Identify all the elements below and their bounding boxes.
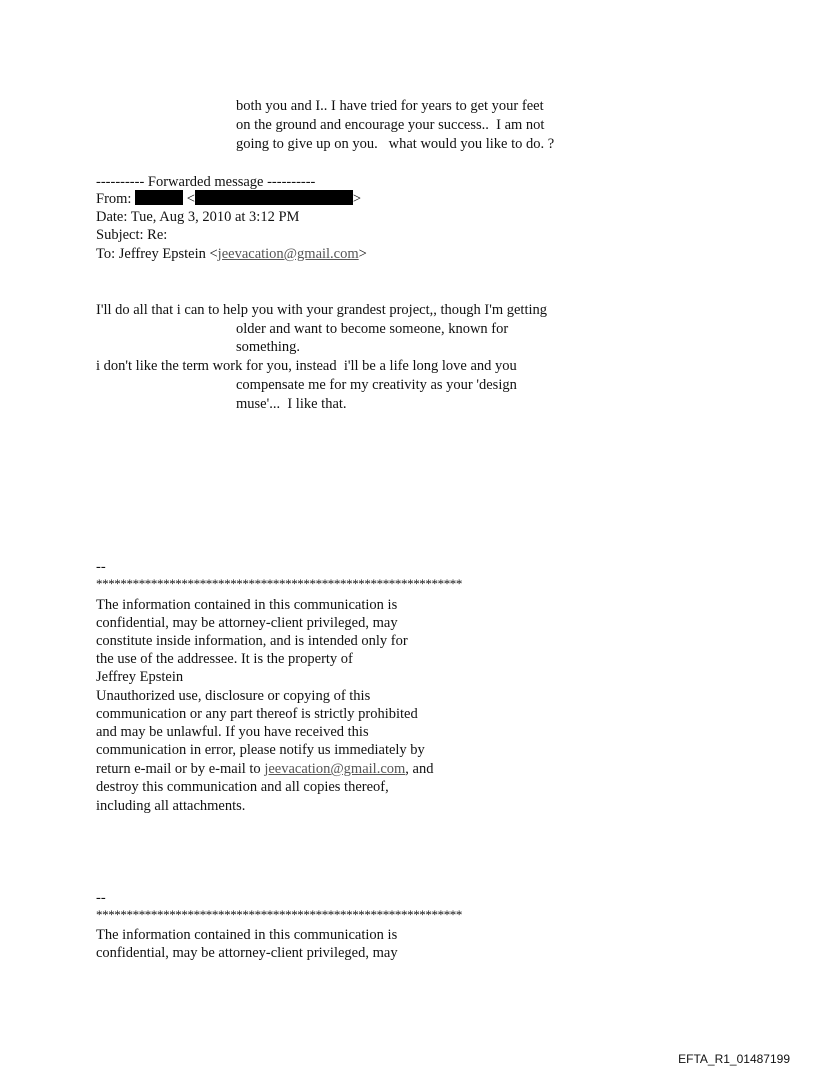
from-lt: < (186, 191, 195, 207)
return-prefix: return e-mail or by e-mail to (96, 761, 265, 777)
body-line: muse'... I like that. (236, 396, 347, 412)
disclaimer-line: communication or any part thereof is strictly prohibited (96, 706, 418, 722)
to-line (96, 245, 367, 263)
disclaimer-line: confidential, may be attorney-client privileged, may (96, 615, 398, 631)
to-prefix: To: Jeffrey Epstein < (96, 246, 218, 262)
disclaimer-line: constitute inside information, and is intended only for (96, 633, 408, 649)
subject-line: Subject: Re: (96, 227, 168, 243)
quoted-line-1: both you and I.. I have tried for years to get your feet (236, 98, 544, 114)
forward-separator: ---------- Forwarded message ---------- (96, 174, 316, 190)
signature-dash: -- (96, 890, 106, 906)
body-line: something. (236, 339, 301, 355)
from-line (96, 190, 361, 208)
disclaimer-line: including all attachments. (96, 798, 246, 814)
from-gt: > (352, 191, 362, 207)
disclaimer-line: confidential, may be attorney-client privileged, may (96, 945, 398, 961)
quoted-line-2: on the ground and encourage your success.. I am not (236, 117, 545, 133)
to-email-link[interactable]: jeevacation@gmail.com (217, 246, 359, 262)
redaction-box (135, 190, 183, 205)
body-line: older and want to become someone, known for (236, 321, 509, 337)
return-email-link[interactable]: jeevacation@gmail.com (264, 761, 406, 777)
disclaimer-line: destroy this communication and all copies thereof, (96, 779, 389, 795)
disclaimer-line: Jeffrey Epstein (96, 669, 184, 685)
body-line: i don't like the term work for you, instead i'll be a life long love and you (96, 358, 517, 374)
body-line: I'll do all that i can to help you with your grandest project,, though I'm getting (96, 302, 548, 318)
date-line: Date: Tue, Aug 3, 2010 at 3:12 PM (96, 209, 300, 225)
redaction-box (195, 190, 353, 205)
return-suffix: , and (405, 761, 434, 777)
signature-dash: -- (96, 559, 106, 575)
disclaimer-line: the use of the addressee. It is the property of (96, 651, 353, 667)
from-label: From: (96, 191, 136, 207)
disclaimer-line: The information contained in this communication is (96, 927, 398, 943)
to-suffix: > (358, 246, 367, 262)
disclaimer-line: Unauthorized use, disclosure or copying of this (96, 688, 371, 704)
asterisk-divider: ************************************************************ (96, 576, 463, 591)
return-email-line (96, 760, 433, 778)
body-line: compensate me for my creativity as your 'design (236, 377, 517, 393)
quoted-line-3: going to give up on you. what would you like to do. ? (236, 136, 555, 152)
disclaimer-line: communication in error, please notify us immediately by (96, 742, 425, 758)
document-id: EFTA_R1_01487199 (678, 1052, 790, 1066)
asterisk-divider: ************************************************************ (96, 907, 463, 922)
disclaimer-line: The information contained in this communication is (96, 597, 398, 613)
disclaimer-line: and may be unlawful. If you have received this (96, 724, 369, 740)
